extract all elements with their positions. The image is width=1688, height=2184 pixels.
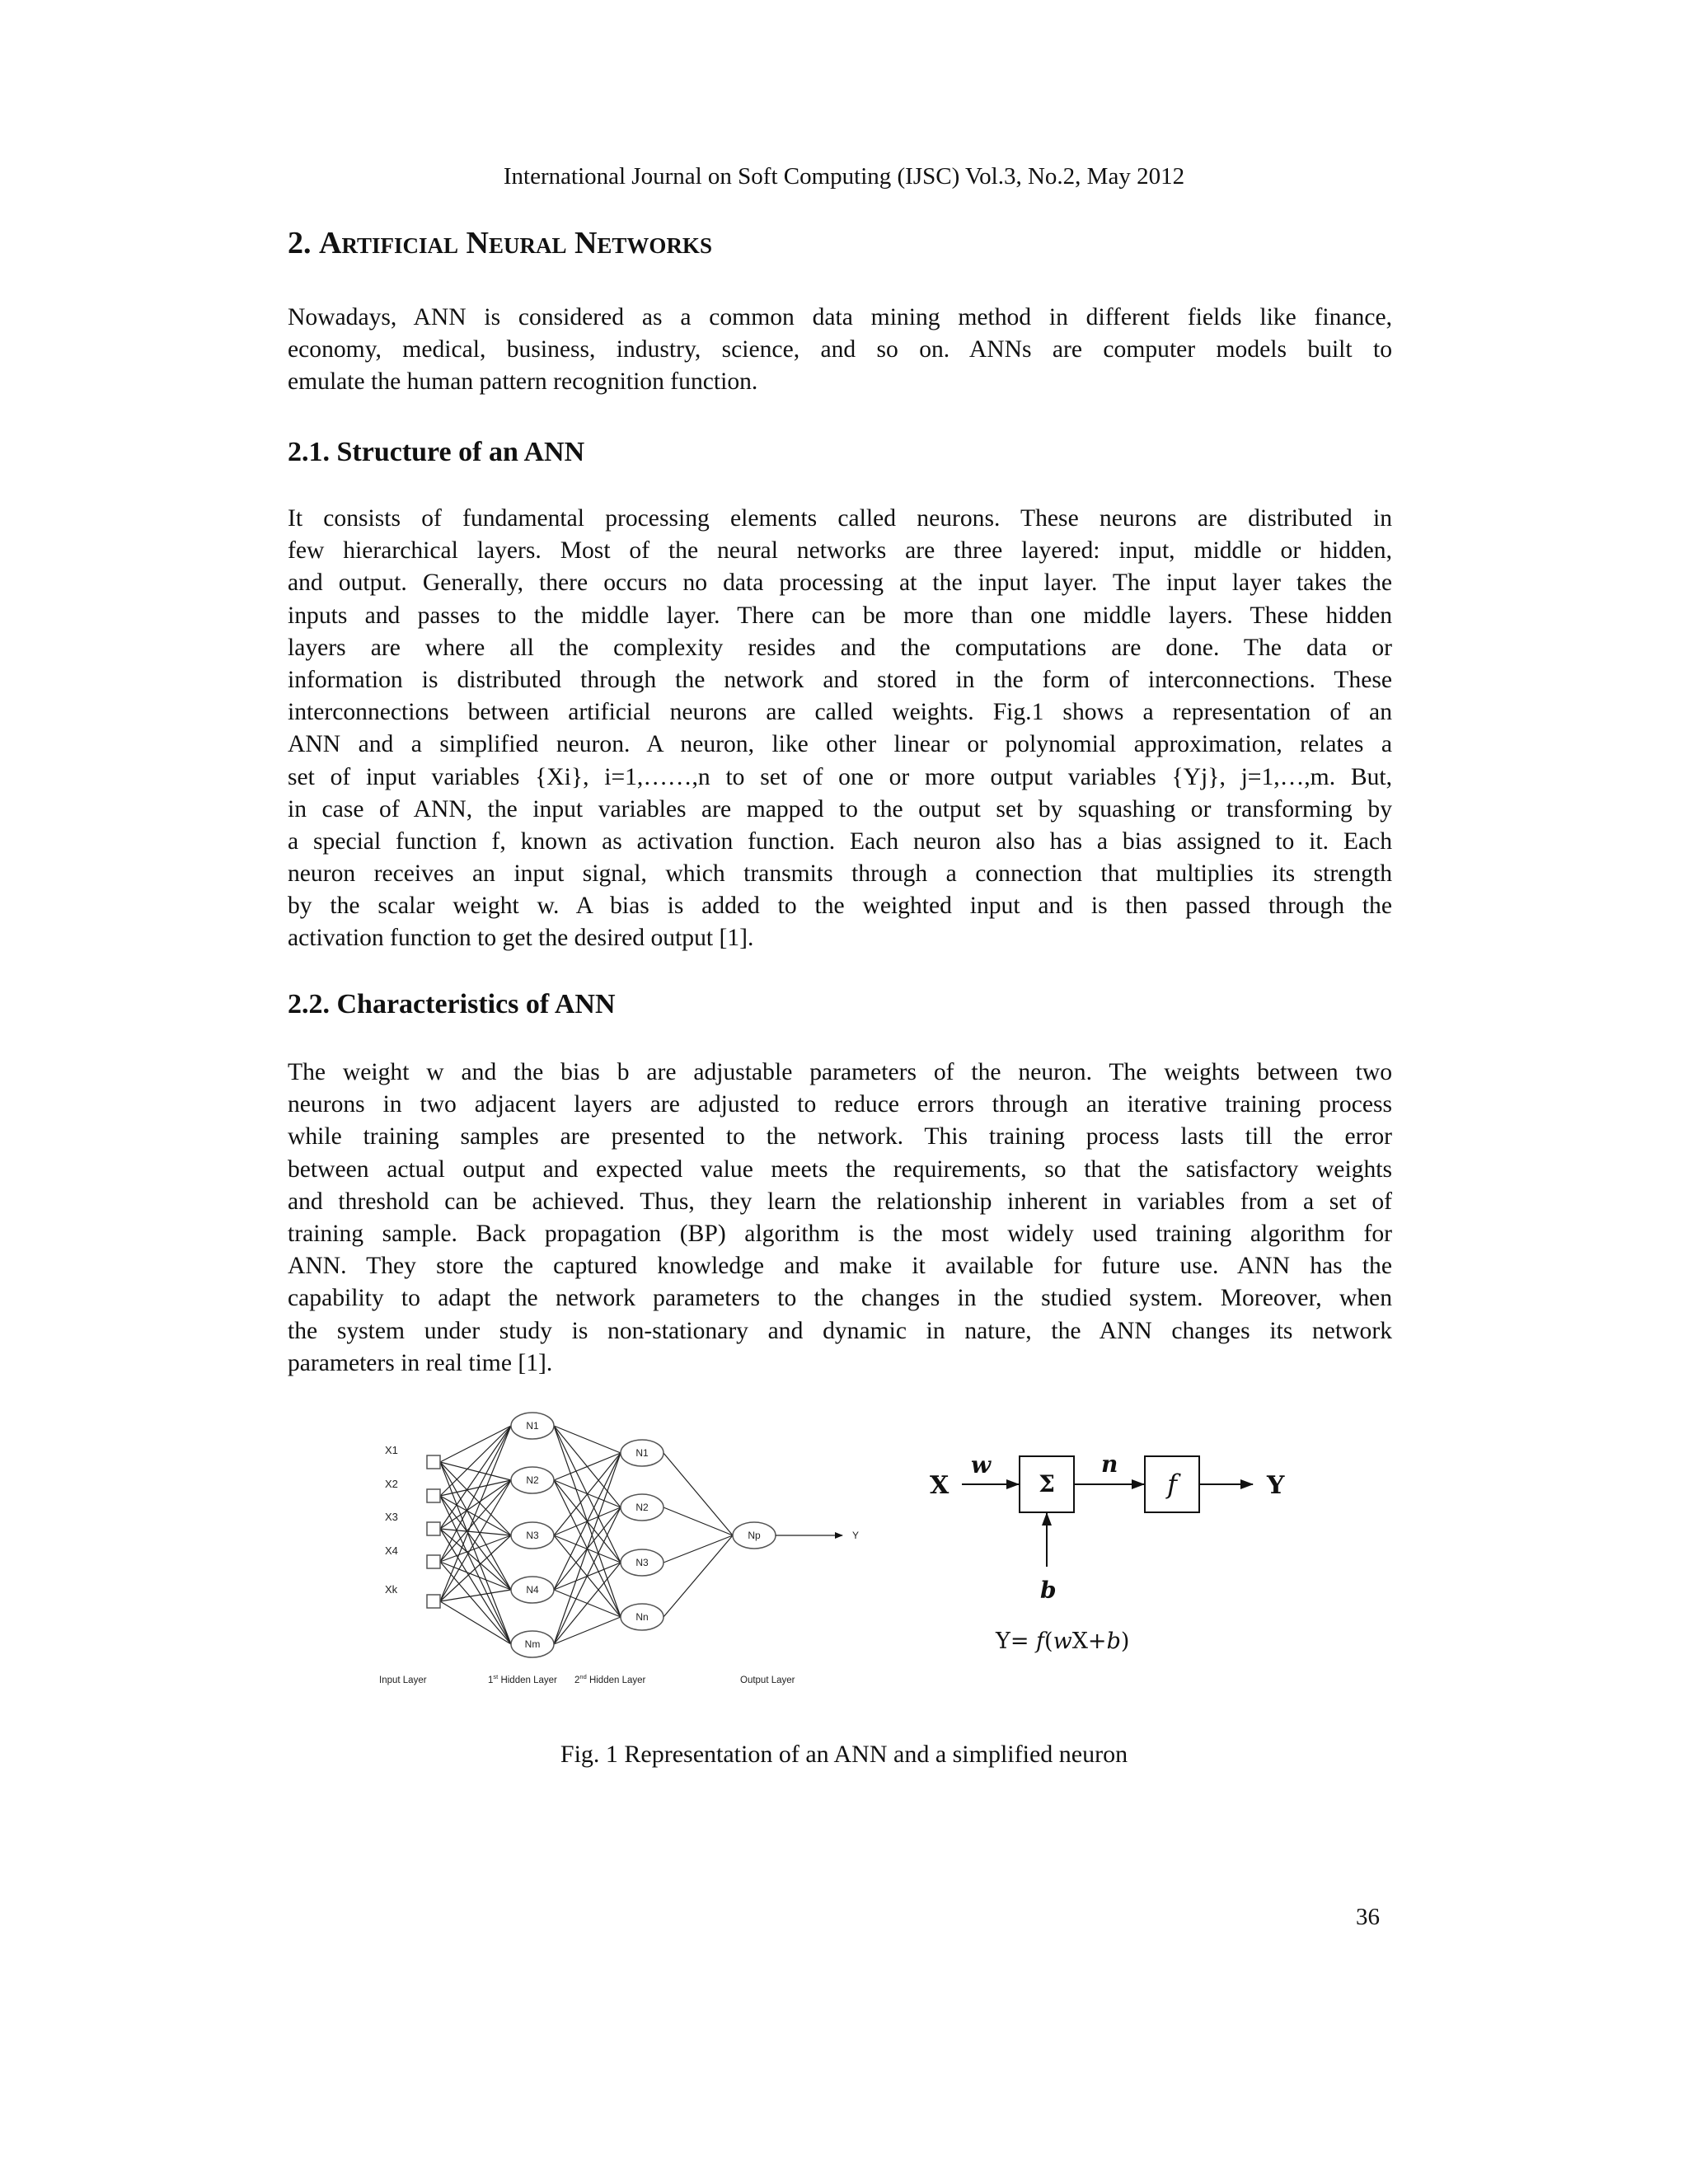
hidden1-label: N2	[526, 1474, 539, 1486]
connection-hidden2-output	[663, 1535, 733, 1617]
input-label: X2	[385, 1478, 398, 1490]
connection-input-hidden1	[440, 1426, 511, 1496]
page-number: 36	[1356, 1904, 1380, 1930]
connection-hidden1-hidden2	[554, 1426, 621, 1453]
paragraph-line: ANN and a simplified neuron. A neuron, like other linear or polynomial approximation, relates a	[288, 731, 1392, 758]
input-node-4	[427, 1555, 440, 1568]
paragraph-line: Nowadays, ANN is considered as a common data mining method in different fields like finance,	[288, 304, 1392, 330]
structure-paragraph	[288, 503, 1392, 955]
paragraph-line: in case of ANN, the input variables are mapped to the output set by squashing or transforming by	[288, 795, 1392, 823]
simplified-neuron	[930, 1451, 1285, 1654]
section-title: Artificial Neural Networks	[319, 226, 712, 260]
hidden1-label: N4	[526, 1584, 539, 1596]
paragraph-line: activation function to get the desired output [1].	[288, 925, 754, 952]
paragraph-line: layers are where all the complexity resides and the computations are done. The data or	[288, 634, 1392, 661]
hidden-layer-2	[621, 1440, 663, 1630]
subsection-heading-structure: 2.1. Structure of an ANN	[288, 437, 585, 467]
layer-labels	[379, 1673, 795, 1685]
output-layer	[733, 1522, 859, 1549]
input-node-3	[427, 1522, 440, 1535]
bias-label: b	[1040, 1577, 1057, 1604]
connection-input-hidden1	[440, 1529, 511, 1644]
connection-hidden1-hidden2	[554, 1453, 621, 1644]
paragraph-line: a special function f, known as activation function. Each neuron also has a bias assigned to it. Each	[288, 827, 1392, 855]
paragraph-line: information is distributed through the network and stored in the form of interconnections. These	[288, 666, 1392, 693]
connection-hidden2-output	[663, 1535, 733, 1563]
connection-hidden1-hidden2	[554, 1453, 621, 1590]
connection-hidden2-output	[663, 1507, 733, 1535]
paragraph-line: interconnections between artificial neurons are called weights. Fig.1 shows a representation of an	[288, 699, 1392, 726]
input-label: Xk	[385, 1583, 398, 1596]
hidden2-label: N1	[635, 1447, 649, 1459]
connection-input-hidden1	[440, 1462, 511, 1644]
figure-1	[0, 1405, 1688, 1710]
paragraph-line: few hierarchical layers. Most of the neural networks are three layered: input, middle or hidden,	[288, 537, 1392, 565]
hidden1-label: Nm	[524, 1638, 541, 1650]
paragraph-line: between actual output and expected value meets the requirements, so that the satisfactory weights	[288, 1155, 1392, 1183]
input-node-5	[427, 1595, 440, 1608]
input-node-1	[427, 1455, 440, 1469]
hidden1-label: N1	[526, 1420, 539, 1432]
characteristics-paragraph	[288, 1057, 1392, 1380]
paragraph-line: ANN. They store the captured knowledge and make it available for future use. ANN has the	[288, 1253, 1392, 1280]
figure-caption: Fig. 1 Representation of an ANN and a simplified neuron	[560, 1741, 1128, 1768]
connection-hidden1-hidden2	[554, 1453, 621, 1480]
hidden2-label: Nn	[635, 1611, 649, 1623]
neuron-equation: Y= f(wX+b)	[996, 1629, 1130, 1654]
activation-symbol: f	[1167, 1469, 1177, 1500]
layer-label-output: Output Layer	[740, 1675, 795, 1685]
connection-hidden1-hidden2	[554, 1507, 621, 1644]
neuron-input-label: X	[930, 1471, 950, 1500]
paragraph-line: and output. Generally, there occurs no data processing at the input layer. The input layer takes the	[288, 569, 1392, 597]
section-heading	[288, 224, 712, 262]
connection-input-hidden1	[440, 1535, 511, 1562]
intro-paragraph	[288, 302, 1392, 399]
output-node-label: Np	[748, 1530, 761, 1541]
paragraph-line: set of input variables {Xi}, i=1,……,n to set of one or more output variables {Yj}, j=1,…,m. But,	[288, 763, 1392, 790]
neuron-output-label: Y	[1267, 1471, 1285, 1500]
input-node-2	[427, 1489, 440, 1502]
network-connections	[440, 1426, 733, 1644]
connection-input-hidden1	[440, 1529, 511, 1590]
figure-1-drawing	[0, 1405, 1688, 1710]
output-label: Y	[851, 1530, 860, 1541]
input-label: X4	[385, 1544, 398, 1557]
section-number: 2.	[288, 226, 319, 260]
net-label: n	[1101, 1451, 1118, 1478]
connection-hidden1-hidden2	[554, 1453, 621, 1535]
layer-label-hidden2: 2nd Hidden Layer	[574, 1673, 646, 1685]
connection-hidden1-hidden2	[554, 1617, 621, 1644]
paragraph-line: economy, medical, business, industry, science, and so on. ANNs are computer models built to	[288, 336, 1392, 363]
paragraph-line: by the scalar weight w. A bias is added to the weighted input and is then passed through the	[288, 893, 1392, 920]
connection-hidden2-output	[663, 1453, 733, 1535]
paragraph-line: and threshold can be achieved. Thus, they learn the relationship inherent in variables from a set of	[288, 1188, 1392, 1215]
input-label: X1	[385, 1444, 398, 1456]
paragraph-line: the system under study is non-stationary and dynamic in nature, the ANN changes its network	[288, 1317, 1392, 1344]
layer-label-hidden1: 1st Hidden Layer	[488, 1673, 557, 1685]
summation-symbol: Σ	[1039, 1470, 1055, 1497]
hidden2-label: N2	[635, 1502, 649, 1513]
connection-input-hidden1	[440, 1426, 511, 1462]
input-layer	[385, 1444, 440, 1608]
paragraph-line: while training samples are presented to the network. This training process lasts till the error	[288, 1123, 1392, 1151]
paragraph-line: emulate the human pattern recognition function.	[288, 368, 758, 396]
layer-label-input: Input Layer	[379, 1675, 427, 1685]
paragraph-line: training sample. Back propagation (BP) algorithm is the most widely used training algorithm for	[288, 1220, 1392, 1247]
paragraph-line: inputs and passes to the middle layer. There can be more than one middle layers. These hidden	[288, 602, 1392, 629]
hidden2-label: N3	[635, 1557, 649, 1568]
hidden1-label: N3	[526, 1530, 539, 1541]
running-header: International Journal on Soft Computing (IJSC) Vol.3, No.2, May 2012	[503, 163, 1185, 190]
paragraph-line: parameters in real time [1].	[288, 1349, 553, 1376]
paragraph-line: capability to adapt the network parameters to the changes in the studied system. Moreover, when	[288, 1285, 1392, 1312]
input-label: X3	[385, 1511, 398, 1523]
subsection-heading-characteristics: 2.2. Characteristics of ANN	[288, 989, 616, 1019]
hidden-layer-1	[511, 1413, 554, 1657]
paragraph-line: neuron receives an input signal, which transmits through a connection that multiplies its strength	[288, 860, 1392, 888]
weight-label: w	[971, 1451, 992, 1479]
paragraph-line: It consists of fundamental processing elements called neurons. These neurons are distributed in	[288, 505, 1392, 532]
paragraph-line: The weight w and the bias b are adjustable parameters of the neuron. The weights between two	[288, 1059, 1392, 1085]
paragraph-line: neurons in two adjacent layers are adjusted to reduce errors through an iterative training process	[288, 1091, 1392, 1118]
